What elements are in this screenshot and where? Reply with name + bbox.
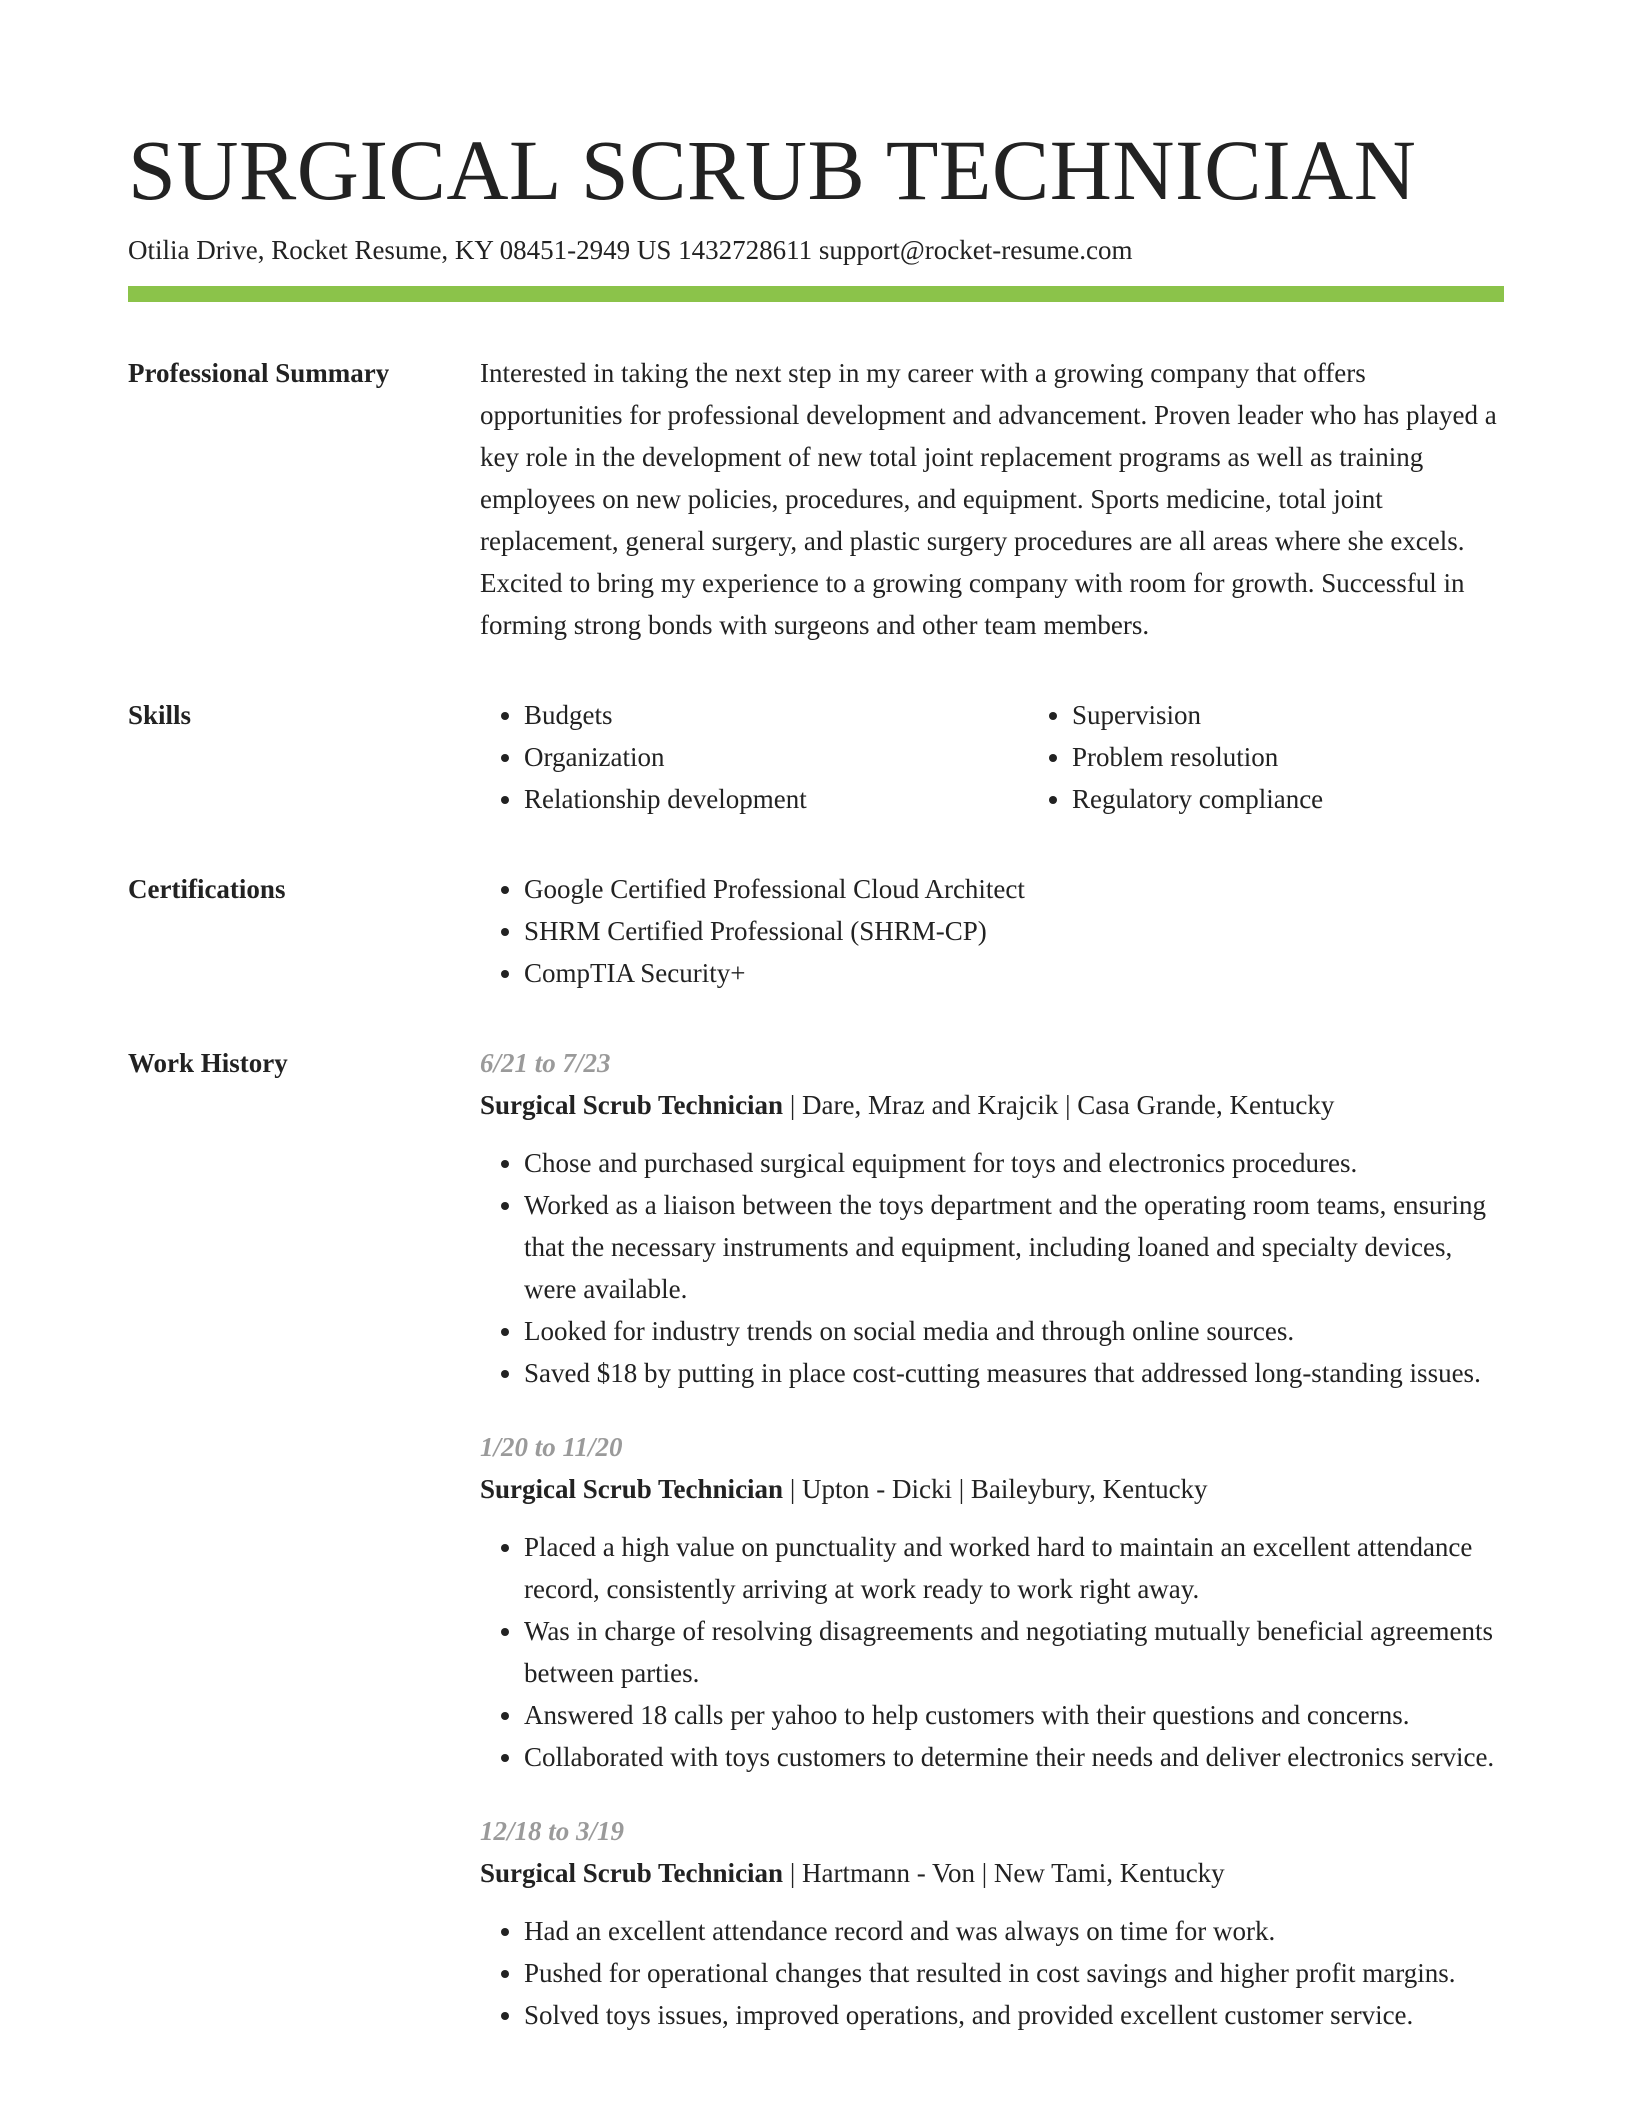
job-bullet: • Answered 18 calls per yahoo to help customers with their questions and concerns. xyxy=(524,1694,1504,1736)
skills-column-left xyxy=(480,694,1028,820)
accent-divider xyxy=(128,286,1504,302)
summary-text: Interested in taking the next step in my career with a growing company that offers opportunities for professional development and advancement. Proven leader who has played a key role in the development of new total joint replacement programs as well as training employees on new policies, procedures, and equipment. Sports medicine, total joint replacement, general surgery, and plastic surgery procedures are all areas where she excels. Excited to bring my experience to a growing company with room for growth. Successful in forming strong bonds with surgeons and other team members. xyxy=(480,358,1497,640)
job-employer-location: | Hartmann - Von | New Tami, Kentucky xyxy=(783,1858,1225,1888)
certification-item: • CompTIA Security+ xyxy=(524,952,1504,994)
job-bullet: • Looked for industry trends on social media and through online sources. xyxy=(524,1310,1504,1352)
skills-section xyxy=(128,694,1504,820)
job-title: Surgical Scrub Technician xyxy=(480,1474,784,1504)
skills-section-title: Skills xyxy=(128,700,192,730)
job-entry xyxy=(480,1810,1504,2036)
work-history-section xyxy=(128,1042,1504,2068)
skill-item: • Supervision xyxy=(1072,694,1552,736)
work-history-section-title: Work History xyxy=(128,1048,288,1078)
job-bullet: • Pushed for operational changes that resulted in cost savings and higher profit margins. xyxy=(524,1952,1504,1994)
summary-section-title: Professional Summary xyxy=(128,358,390,388)
job-bullets xyxy=(480,1526,1504,1778)
job-bullet: • Saved $18 by putting in place cost-cutting measures that addressed long-standing issues. xyxy=(524,1352,1504,1394)
job-bullet: • Worked as a liaison between the toys department and the operating room teams, ensuring that the necessary instruments and equipment, including loaned and specialty devices, were available. xyxy=(524,1184,1504,1310)
work-history-body xyxy=(480,1042,1504,2068)
skill-item: • Organization xyxy=(524,736,1028,778)
job-heading xyxy=(480,1852,1504,1894)
resume-page xyxy=(128,0,1504,2068)
job-entry xyxy=(480,1426,1504,1778)
summary-body xyxy=(480,352,1504,646)
job-bullet: • Chose and purchased surgical equipment for toys and electronics procedures. xyxy=(524,1142,1504,1184)
job-title: Surgical Scrub Technician xyxy=(480,1090,784,1120)
skills-grid xyxy=(480,694,1552,820)
skills-column-right xyxy=(1028,694,1552,820)
job-bullet: • Was in charge of resolving disagreements and negotiating mutually beneficial agreements between parties. xyxy=(524,1610,1504,1694)
resume-name-heading: SURGICAL SCRUB TECHNICIAN xyxy=(128,122,1417,218)
certification-item: • Google Certified Professional Cloud Architect xyxy=(524,868,1504,910)
job-bullet: • Solved toys issues, improved operations, and provided excellent customer service. xyxy=(524,1994,1504,2036)
certifications-list xyxy=(480,868,1504,994)
job-dates: 12/18 to 3/19 xyxy=(480,1816,625,1846)
job-title: Surgical Scrub Technician xyxy=(480,1858,784,1888)
certifications-body xyxy=(480,868,1504,994)
job-heading xyxy=(480,1468,1504,1510)
job-bullet: • Had an excellent attendance record and was always on time for work. xyxy=(524,1910,1504,1952)
job-dates: 1/20 to 11/20 xyxy=(480,1432,623,1462)
job-bullets xyxy=(480,1142,1504,1394)
job-bullet: • Placed a high value on punctuality and worked hard to maintain an excellent attendance record, consistently arriving at work ready to work right away. xyxy=(524,1526,1504,1610)
certification-item: • SHRM Certified Professional (SHRM-CP) xyxy=(524,910,1504,952)
skill-item: • Relationship development xyxy=(524,778,1028,820)
summary-section xyxy=(128,352,1504,646)
skills-body xyxy=(480,694,1552,820)
job-heading xyxy=(480,1084,1504,1126)
job-entry xyxy=(480,1042,1504,1394)
skill-item: • Budgets xyxy=(524,694,1028,736)
skill-item: • Problem resolution xyxy=(1072,736,1552,778)
job-employer-location: | Upton - Dicki | Baileybury, Kentucky xyxy=(783,1474,1208,1504)
certifications-section-title: Certifications xyxy=(128,874,286,904)
job-dates: 6/21 to 7/23 xyxy=(480,1048,611,1078)
skill-item: • Regulatory compliance xyxy=(1072,778,1552,820)
certifications-section xyxy=(128,868,1504,994)
job-employer-location: | Dare, Mraz and Krajcik | Casa Grande, Kentucky xyxy=(783,1090,1335,1120)
contact-line: Otilia Drive, Rocket Resume, KY 08451-2949 US 1432728611 support@rocket-resume.com xyxy=(128,235,1133,265)
job-bullet: • Collaborated with toys customers to determine their needs and deliver electronics service. xyxy=(524,1736,1504,1778)
job-bullets xyxy=(480,1910,1504,2036)
